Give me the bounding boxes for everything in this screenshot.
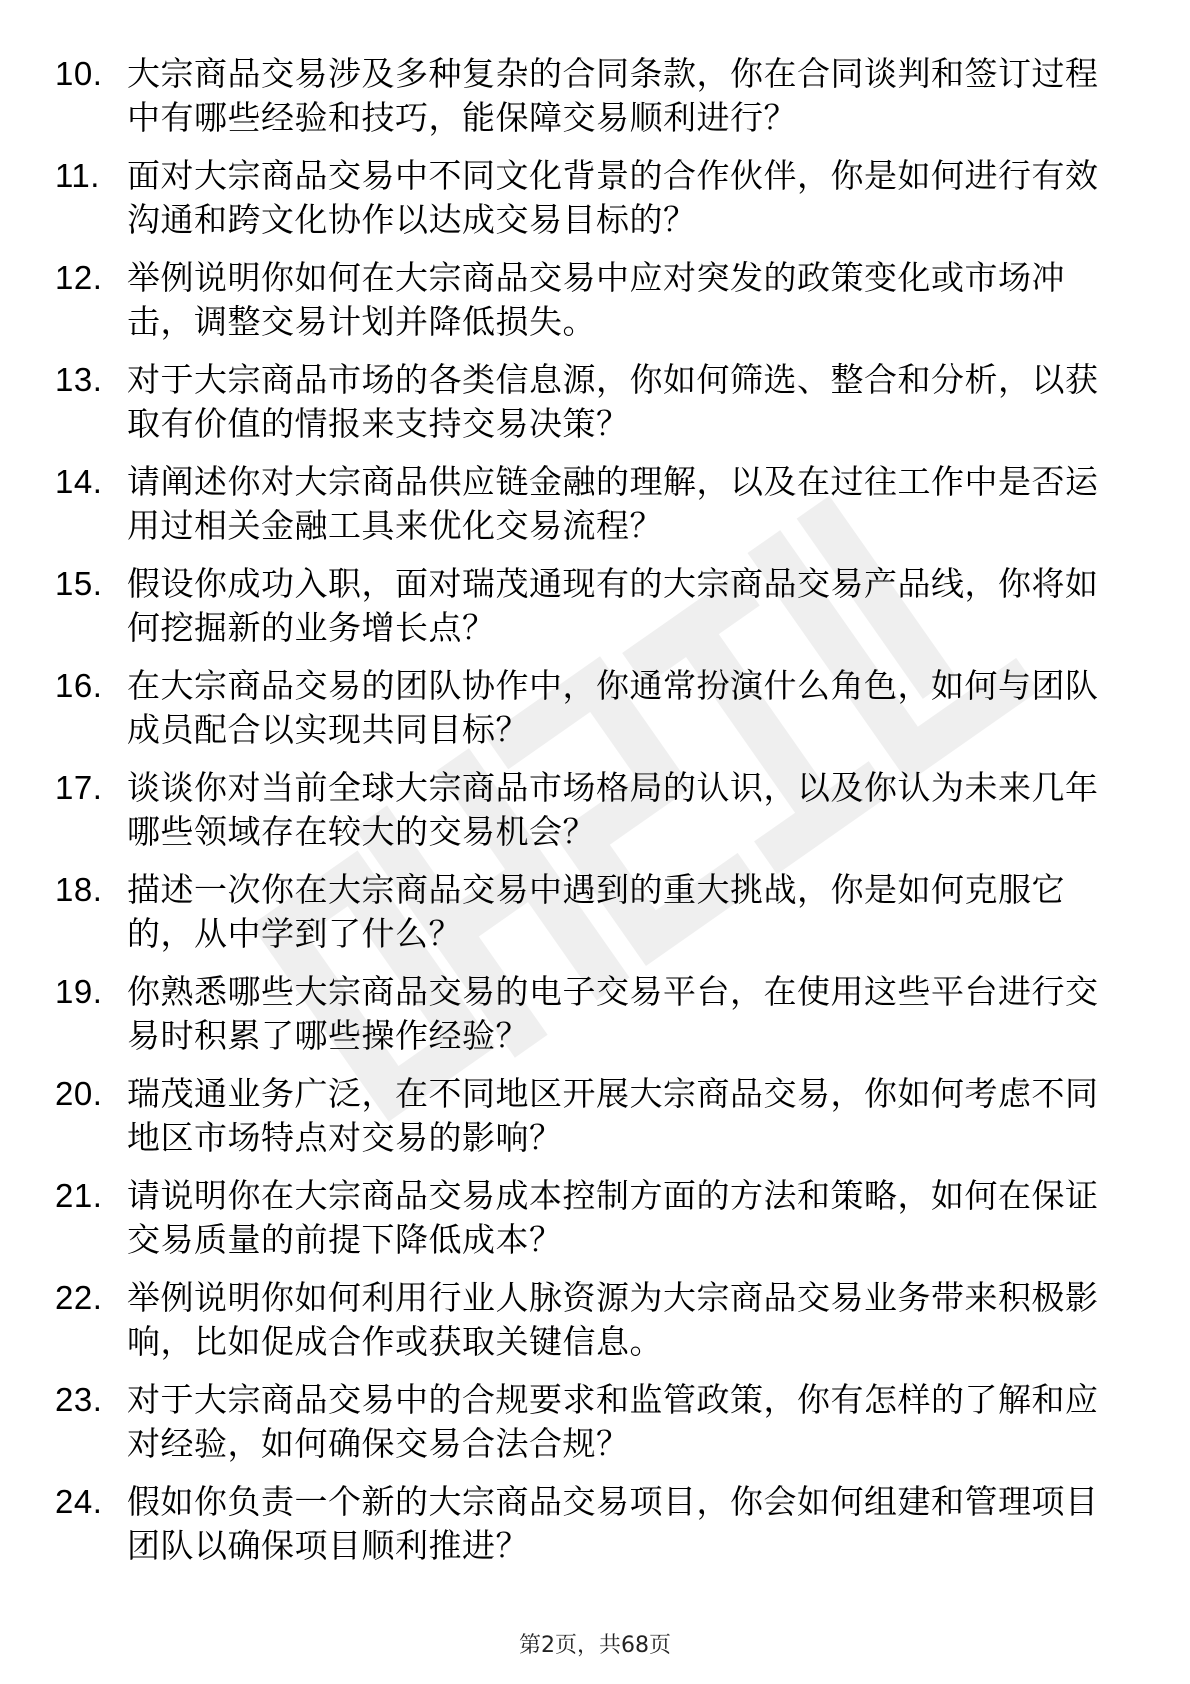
question-text: 你熟悉哪些大宗商品交易的电子交易平台，在使用这些平台进行交易时积累了哪些操作经验？ [127,972,1099,1055]
question-item [55,1174,1105,1262]
question-number: 24. [55,1483,103,1520]
question-number: 21. [55,1177,103,1214]
question-item [55,868,1105,956]
question-item [55,562,1105,650]
question-item [55,358,1105,446]
question-item [55,1276,1105,1364]
question-item [55,766,1105,854]
question-text: 对于大宗商品市场的各类信息源，你如何筛选、整合和分析，以获取有价值的情报来支持交易决策？ [127,360,1099,443]
question-text: 描述一次你在大宗商品交易中遇到的重大挑战，你是如何克服它的，从中学到了什么？ [127,870,1065,953]
question-number: 13. [55,361,103,398]
question-number: 15. [55,565,103,602]
question-item [55,664,1105,752]
question-item [55,460,1105,548]
question-number: 20. [55,1075,103,1112]
question-number: 23. [55,1381,103,1418]
question-number: 17. [55,769,103,806]
question-list [55,52,1105,1582]
question-text: 举例说明你如何在大宗商品交易中应对突发的政策变化或市场冲击，调整交易计划并降低损失。 [127,258,1065,341]
question-item [55,970,1105,1058]
question-text: 面对大宗商品交易中不同文化背景的合作伙伴，你是如何进行有效沟通和跨文化协作以达成交易目标的？ [127,156,1099,239]
question-item [55,1072,1105,1160]
question-item [55,1378,1105,1466]
question-item [55,256,1105,344]
question-number: 11. [55,157,100,194]
page-footer: 第2页，共68页 [519,1633,671,1658]
question-text: 请阐述你对大宗商品供应链金融的理解，以及在过往工作中是否运用过相关金融工具来优化交易流程？ [127,462,1099,545]
question-item [55,1480,1105,1568]
question-number: 22. [55,1279,103,1316]
question-text: 请说明你在大宗商品交易成本控制方面的方法和策略，如何在保证交易质量的前提下降低成本？ [127,1176,1099,1259]
question-text: 举例说明你如何利用行业人脉资源为大宗商品交易业务带来积极影响，比如促成合作或获取关键信息。 [127,1278,1099,1361]
question-item [55,52,1105,140]
question-text: 瑞茂通业务广泛，在不同地区开展大宗商品交易，你如何考虑不同地区市场特点对交易的影响？ [127,1074,1099,1157]
question-item [55,154,1105,242]
question-text: 假如你负责一个新的大宗商品交易项目，你会如何组建和管理项目团队以确保项目顺利推进？ [127,1482,1099,1565]
question-text: 假设你成功入职，面对瑞茂通现有的大宗商品交易产品线，你将如何挖掘新的业务增长点？ [127,564,1099,647]
question-number: 12. [55,259,103,296]
question-number: 16. [55,667,103,704]
question-text: 谈谈你对当前全球大宗商品市场格局的认识，以及你认为未来几年哪些领域存在较大的交易机会？ [127,768,1099,851]
question-number: 14. [55,463,103,500]
question-number: 19. [55,973,103,1010]
question-text: 大宗商品交易涉及多种复杂的合同条款，你在合同谈判和签订过程中有哪些经验和技巧，能保障交易顺利进行？ [127,54,1099,137]
question-number: 10. [55,55,103,92]
question-number: 18. [55,871,103,908]
question-text: 在大宗商品交易的团队协作中，你通常扮演什么角色，如何与团队成员配合以实现共同目标？ [127,666,1099,749]
question-text: 对于大宗商品交易中的合规要求和监管政策，你有怎样的了解和应对经验，如何确保交易合法合规？ [127,1380,1099,1463]
